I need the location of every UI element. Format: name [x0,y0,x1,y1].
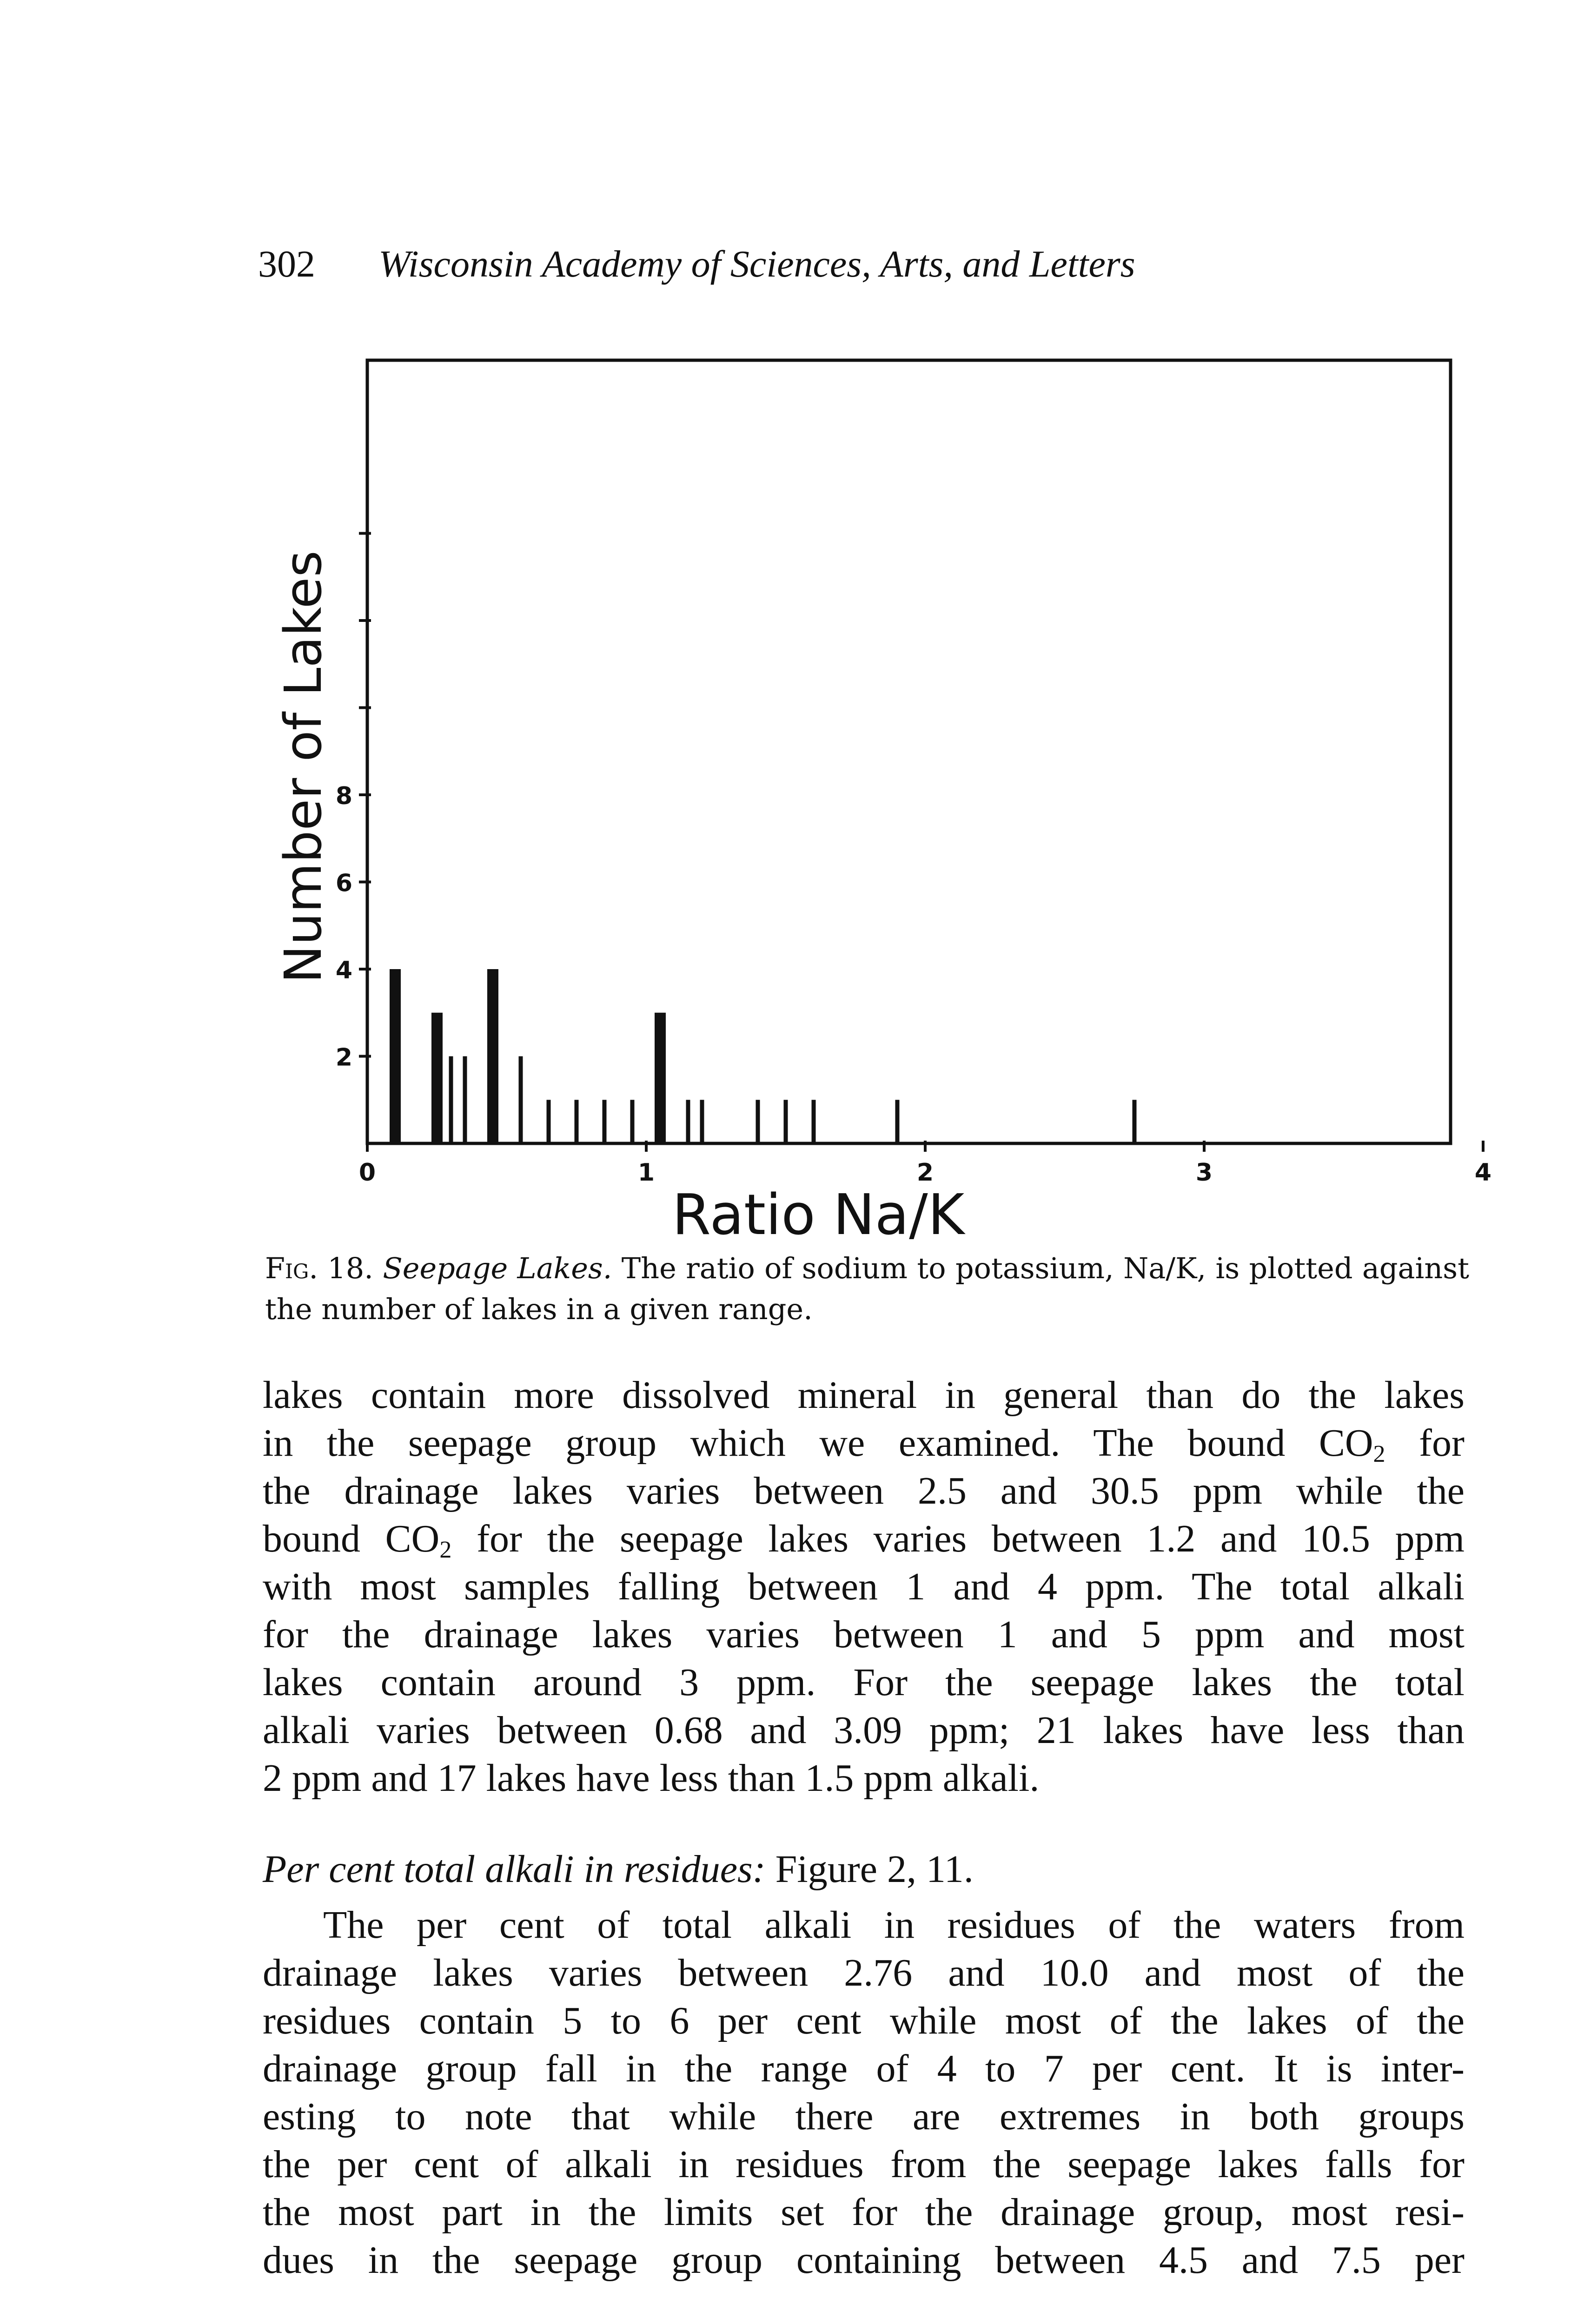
bar-series [390,969,1137,1143]
bar [1133,1100,1137,1143]
caption-subject: Seepage Lakes. [383,1251,612,1285]
text-line: residues contain 5 to 6 per cent while most of the lakes of the [263,1999,1465,2042]
x-tick-label: 3 [1195,1159,1213,1187]
text-line: lakes contain around 3 ppm. For the seepage lakes the total [263,1661,1465,1704]
bar [575,1100,579,1143]
bar [630,1100,635,1143]
y-tick-label: 4 [335,957,353,984]
text-line: for the drainage lakes varies between 1 and 5 ppm and most [263,1613,1465,1656]
text-line: the per cent of alkali in residues from the seepage lakes falls for [263,2143,1465,2186]
section-heading [263,1845,1465,1893]
bar [603,1100,607,1143]
bar [700,1100,704,1143]
bar [655,1013,666,1143]
bar [895,1100,900,1143]
bar [463,1056,467,1144]
y-tick-label: 2 [335,1043,353,1072]
bar [784,1100,788,1143]
figure-caption [265,1248,1469,1330]
bar [449,1056,453,1144]
bar [390,969,401,1143]
bar [812,1100,816,1143]
caption-text: The ratio of sodium to potassium, Na/K, is plotted against the number of lakes in a given range. [265,1251,1469,1326]
paragraph-1 [263,1371,1465,1802]
text-line: alkali varies between 0.68 and 3.09 ppm; 21 lakes have less than [263,1709,1465,1752]
text-line: The per cent of total alkali in residues of the waters from [323,1903,1465,1947]
x-axis-label: Ratio Na/K [672,1183,965,1248]
text-line: the most part in the limits set for the drainage group, most resi- [263,2191,1465,2234]
text-line: the drainage lakes varies between 2.5 and 30.5 ppm while the [263,1469,1465,1512]
x-axis-ticks [359,1141,1491,1187]
text-line: drainage group fall in the range of 4 to 7 per cent. It is inter- [263,2047,1465,2090]
text-line: in the seepage group which we examined. The bound $CO_2$ for [263,1421,1465,1468]
text-line: drainage lakes varies between 2.76 and 10.0 and most of the [263,1951,1465,1994]
text-line: with most samples falling between 1 and 4 ppm. The total alkali [263,1565,1465,1608]
x-tick-label: 1 [637,1159,655,1187]
text-line: esting to note that while there are extremes in both groups [263,2095,1465,2138]
x-tick-label: 4 [1474,1159,1492,1187]
y-tick-label: 6 [335,869,353,898]
page-number: 302 [258,243,315,285]
bar [686,1100,690,1143]
bar [547,1100,551,1143]
caption-label: Fig. 18. [265,1251,373,1285]
bar [756,1100,760,1143]
text-line: bound $CO_2$ for the seepage lakes varies between 1.2 and 10.5 ppm [263,1517,1465,1564]
text-line: dues in the seepage group containing between 4.5 and 7.5 per [263,2238,1465,2282]
x-tick-label: 2 [916,1159,934,1187]
bar [487,969,498,1143]
y-tick-label: 8 [335,782,353,810]
paragraph-3 [263,1901,1465,2284]
x-tick-label: 0 [358,1159,376,1187]
heading-italic: Per cent total alkali in residues: [263,1848,766,1891]
bar [519,1056,523,1144]
heading-rest: Figure 2, 11. [765,1848,974,1891]
y-axis-label: Number of Lakes [273,550,333,984]
plot-frame [367,360,1451,1143]
bar [431,1013,443,1143]
plot-border [367,360,1451,1143]
text-line: lakes contain more dissolved mineral in general than do the lakes [263,1373,1465,1417]
text-line: 2 ppm and 17 lakes have less than 1.5 ppm alkali. [263,1756,1040,1800]
running-title: Wisconsin Academy of Sciences, Arts, and Letters [378,243,1135,285]
